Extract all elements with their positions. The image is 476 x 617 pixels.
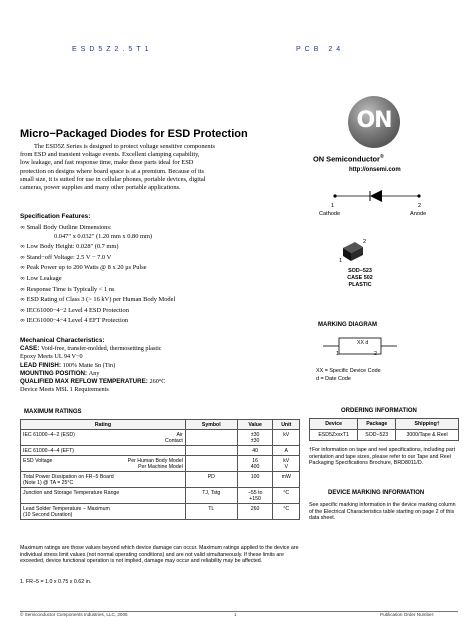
intro-line: low leakage, and fast response time, make these parts ideal for ESD bbox=[20, 159, 194, 167]
symbol-cell bbox=[185, 456, 237, 472]
package-info bbox=[340, 268, 380, 289]
bullet-icon: ∞ bbox=[20, 253, 25, 261]
col-header: Device bbox=[310, 419, 358, 430]
table-row bbox=[310, 430, 459, 441]
unit-cell: °C bbox=[273, 504, 300, 520]
unit-cell: kV V bbox=[273, 456, 300, 472]
bullet-icon: ∞ bbox=[20, 264, 25, 272]
marking-pin1: 1 bbox=[336, 351, 339, 357]
bullet-icon: ∞ bbox=[20, 285, 25, 293]
bullet-icon: ∞ bbox=[20, 243, 25, 251]
mount-text: Any bbox=[88, 369, 100, 377]
table-row bbox=[21, 488, 300, 504]
intro-paragraph bbox=[20, 143, 292, 192]
feature-item: ∞ IEC61000−4−4 Level 4 EFT Protection bbox=[20, 317, 129, 325]
table-row bbox=[21, 430, 300, 446]
footer-left: © Semiconductor Components Industries, LLC, 2005 bbox=[20, 612, 128, 617]
table-row bbox=[21, 456, 300, 472]
symbol-cell bbox=[185, 446, 237, 456]
marking-pin2: 2 bbox=[374, 351, 377, 357]
bullet-icon: ∞ bbox=[20, 317, 25, 325]
col-header: Symbol bbox=[185, 420, 237, 430]
rating-cell: Junction and Storage Temperature Range bbox=[21, 488, 186, 504]
bullet-icon: ∞ bbox=[20, 274, 25, 282]
shipping-cell: 3000/Tape & Reel bbox=[396, 430, 459, 441]
table-header-row bbox=[310, 419, 459, 430]
pin1-label: 1 bbox=[331, 203, 335, 209]
pin2-label: 2 bbox=[418, 203, 422, 209]
marking-heading: MARKING DIAGRAM bbox=[318, 322, 377, 328]
package-material: PLASTIC bbox=[348, 282, 372, 288]
ratings-note: Maximum ratings are those values beyond which device damage can occur. Maximum ratings applied to the device are individual stress limit values (not normal operating conditions) and are not valid simultaneously. If these limits are exceeded, device functional operation is not implied, damage may occur and reliability may be affected. bbox=[20, 545, 299, 565]
col-header: Rating bbox=[21, 420, 186, 430]
case-label: CASE: bbox=[20, 345, 40, 353]
intro-line: small size, it is suited for use in cellular phones, portable devices, digital bbox=[20, 175, 206, 183]
marking-legend-line: XX = Specific Device Code bbox=[316, 368, 381, 374]
table-row bbox=[21, 446, 300, 456]
marking-legend bbox=[316, 367, 381, 383]
unit-cell: A bbox=[273, 446, 300, 456]
table-header-row bbox=[21, 420, 300, 430]
brand-url[interactable]: http://onsemi.com bbox=[349, 167, 401, 173]
unit-cell: °C bbox=[273, 488, 300, 504]
table-row bbox=[21, 504, 300, 520]
package-case: CASE 502 bbox=[347, 275, 373, 281]
value-cell: 100 bbox=[237, 472, 273, 488]
feature-item: ∞ Low Body Height: 0.028" (0.7 mm) bbox=[20, 243, 119, 251]
spec-heading: Specification Features: bbox=[20, 213, 91, 220]
anode-label: Anode bbox=[410, 211, 427, 217]
col-header: Package bbox=[358, 419, 396, 430]
bullet-icon: ∞ bbox=[20, 306, 25, 314]
feature-item: ∞ Small Body Outline Dimensions: bbox=[20, 224, 112, 231]
cathode-label: Cathode bbox=[319, 211, 341, 217]
header-right: PCB 24 bbox=[296, 46, 345, 53]
brand-name: ON Semiconductor® bbox=[313, 154, 384, 164]
col-header: Value bbox=[237, 420, 273, 430]
feature-item: ∞ Low Leakage bbox=[20, 274, 62, 282]
intro-line: protection on designs where board space is at a premium. Because of its bbox=[20, 167, 205, 175]
rating-cell: Lead Solder Temperature − Maximum (10 Second Duration) bbox=[21, 504, 186, 520]
msl-text: Device Meets MSL 1 Requirements bbox=[20, 386, 109, 394]
ordering-note: †For information on tape and reel specifications, including part orientation and tape sizes, please refer to our Tape and Reel Packaging Specifications Brochure, BRD8011/D. bbox=[309, 447, 456, 467]
header-left: ESD5Z2.5T1 bbox=[72, 46, 153, 53]
col-header: Shipping† bbox=[396, 419, 459, 430]
unit-cell: kV bbox=[273, 430, 300, 446]
table-row bbox=[21, 472, 300, 488]
intro-line: from ESD and transient voltage events. Excellent clamping capability, bbox=[20, 151, 200, 159]
symbol-cell bbox=[185, 430, 237, 446]
ordering-table bbox=[309, 418, 459, 441]
symbol-cell: PD bbox=[185, 472, 237, 488]
bullet-icon: ∞ bbox=[20, 224, 25, 231]
device-marking-text: See specific marking information in the device marking column of the Electrical Characteristics table starting on page 2 of this data sheet. bbox=[309, 502, 456, 522]
features-list bbox=[20, 223, 295, 327]
on-logo[interactable] bbox=[348, 96, 400, 148]
value-cell: 260 bbox=[237, 504, 273, 520]
rating-cell: ESD Voltage Per Human Body Model Per Machine Model bbox=[21, 456, 186, 472]
ordering-heading: ORDERING INFORMATION bbox=[341, 408, 417, 414]
page-title: Micro−Packaged Diodes for ESD Protection bbox=[20, 128, 248, 140]
package-cell: SOD−523 bbox=[358, 430, 396, 441]
value-cell: 16 400 bbox=[237, 456, 273, 472]
rating-cell: Total Power Dissipation on FR−5 Board (Note 1) @ TA = 25°C bbox=[21, 472, 186, 488]
feature-item: ∞ ESD Rating of Class 3 (> 16 kV) per Human Body Model bbox=[20, 296, 176, 304]
marking-code: XX d bbox=[357, 340, 369, 346]
mech-heading: Mechanical Characteristics: bbox=[20, 337, 105, 344]
ratings-heading: MAXIMUM RATINGS bbox=[24, 409, 82, 415]
ratings-footnote: 1. FR−5 = 1.0 x 0.75 x 0.62 in. bbox=[20, 579, 92, 585]
epoxy-text: Epoxy Meets UL 94 V−0 bbox=[20, 353, 83, 361]
rating-cell: IEC 61000−4−2 (ESD) Air Contact bbox=[21, 430, 186, 446]
case-text: Void-free, transfer-molded, thermosetting plastic bbox=[41, 345, 162, 353]
footer-page: 1 bbox=[234, 612, 237, 617]
package-pin1: 1 bbox=[339, 258, 343, 264]
feature-item: ∞ Stand−off Voltage: 2.5 V − 7.0 V bbox=[20, 253, 112, 261]
device-marking-heading: DEVICE MARKING INFORMATION bbox=[328, 490, 425, 496]
ratings-table bbox=[20, 419, 300, 520]
package-pin2: 2 bbox=[363, 239, 367, 245]
feature-item: ∞ Peak Power up to 200 Watts @ 8 x 20 μs Pulse bbox=[20, 264, 147, 272]
marking-legend-line: d = Date Code bbox=[316, 376, 351, 382]
intro-line: The ESD5Z Series is designed to protect voltage sensitive components bbox=[34, 143, 215, 150]
package-name: SOD−523 bbox=[348, 268, 372, 274]
feature-item-sub: 0.047" x 0.032" (1.20 mm x 0.80 mm) bbox=[54, 232, 153, 240]
value-cell: ±30 ±30 bbox=[237, 430, 273, 446]
value-cell: 40 bbox=[237, 446, 273, 456]
col-header: Unit bbox=[273, 420, 300, 430]
mechanical-section bbox=[20, 337, 300, 394]
registered-icon: ® bbox=[379, 154, 384, 160]
lead-label: LEAD FINISH: bbox=[20, 361, 61, 369]
rating-cell: IEC 61000−4−4 (EFT) bbox=[21, 446, 186, 456]
value-cell: −55 to +150 bbox=[237, 488, 273, 504]
symbol-cell: TL bbox=[185, 504, 237, 520]
on-logo-text: ON bbox=[356, 108, 392, 133]
feature-item: ∞ IEC61000−4−2 Level 4 ESD Protection bbox=[20, 306, 129, 314]
bullet-icon: ∞ bbox=[20, 296, 25, 304]
mount-label: MOUNTING POSITION: bbox=[20, 369, 88, 377]
intro-line: cameras, power supplies and many other portable applications. bbox=[20, 184, 181, 192]
footer-right: Publication Order Number: bbox=[380, 612, 435, 617]
symbol-cell: TJ, Tstg bbox=[185, 488, 237, 504]
unit-cell: mW bbox=[273, 472, 300, 488]
device-cell: ESD5ZxxxT1 bbox=[310, 430, 358, 441]
reflow-text: 260°C bbox=[149, 378, 166, 386]
reflow-label: QUALIFIED MAX REFLOW TEMPERATURE: bbox=[20, 378, 148, 386]
feature-item: ∞ Response Time is Typically < 1 ns bbox=[20, 285, 115, 293]
lead-text: 100% Matte Sn (Tin) bbox=[62, 361, 116, 369]
